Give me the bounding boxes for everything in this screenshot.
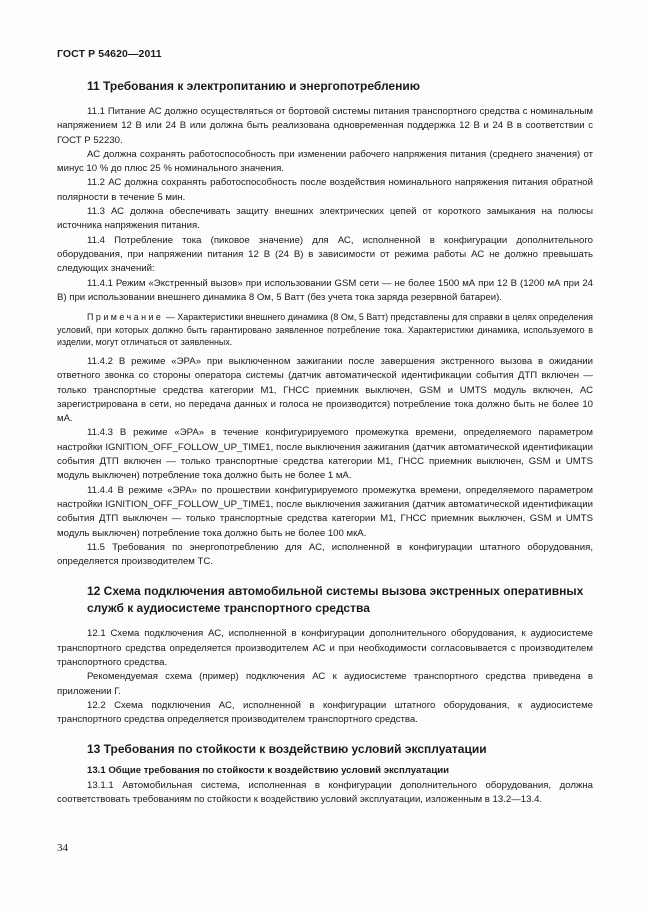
section-13-title: 13 Требования по стойкости к воздействию условий эксплуатации: [87, 742, 487, 757]
paragraph-11-4: 11.4 Потребление тока (пиковое значение) для АС, исполненной в конфигурации дополнительного оборудования, при напряжении питания 12 В (24 В) в зависимости от режима работы АС не должно превышать следующих значений:: [57, 234, 593, 275]
paragraph-11-4-2: 11.4.2 В режиме «ЭРА» при выключенном зажигании после завершения экстренного вызова в ожидании ответного звонка со стороны оператора системы (датчик автоматической идентификации события ДТП включен — только транспортные средства категории М1, ГНСС приемник выключен, GSM и UMTS модуль включен, АС зарегистрирована в сети, но передача данных и голоса не производится) потребление тока должно быть не более 10 мА.: [57, 355, 593, 425]
note-paragraph: [57, 311, 593, 349]
subsection-13-1-title: 13.1 Общие требования по стойкости к воздействию условий эксплуатации: [87, 765, 450, 777]
paragraph-11-4-4: 11.4.4 В режиме «ЭРА» по прошествии конфигурируемого промежутка времени, определяемого параметром настройки IGNITION_OFF_FOLLOW_UP_TIME1, после выключения зажигания (датчик автоматической идентификации события ДТП выключен — только транспортные средства категории М1, ГНСС приемник выключен, GSM и UMTS модуль выключен) потребление тока должно быть не более 100 мкА.: [57, 484, 593, 539]
page-content: [57, 78, 593, 807]
paragraph-12-1: 12.1 Схема подключения АС, исполненной в конфигурации дополнительного оборудования, к аудиосистеме транспортного средства определяется производителем АС и при необходимости согласовывается с производителем транспортного средства.: [57, 628, 593, 668]
page-number: 34: [57, 842, 68, 854]
paragraph-11-1: 11.1 Питание АС должно осуществляться от бортовой системы питания транспортного средства с номинальным напряжением 12 В или 24 В или должна быть реализована одновременная поддержка 12 В и 24 В в соответствии с ГОСТ Р 52230.: [57, 106, 593, 146]
section-11-title: 11 Требования к электропитанию и энергопотреблению: [87, 79, 420, 93]
standard-header: ГОСТ Р 54620—2011: [57, 48, 162, 60]
paragraph-11-5: 11.5 Требования по энергопотреблению для АС, исполненной в конфигурации штатного оборудования, определяется производителем ТС.: [57, 541, 593, 568]
note-text: — Характеристики внешнего динамика (8 Ом, 5 Ватт) представлены для справки в целях определения условий, при которых должно быть гарантировано заявленное потребление тока. Характеристики динамика, используемого в изделии, могут отличаться от заявленных.: [57, 312, 593, 348]
paragraph-11-3: 11.3 АС должна обеспечивать защиту внешних электрических цепей от короткого замыкания на полюсы источника напряжения питания.: [57, 206, 593, 232]
paragraph-12-2: 12.2 Схема подключения АС, исполненной в конфигурации штатного оборудования, к аудиосистеме транспортного средства определяется производителем транспортного средства.: [57, 699, 593, 726]
paragraph-11-4-1: 11.4.1 Режим «Экстренный вызов» при использовании GSM сети — не более 1500 мА при 12 В (1200 мА при 24 В) при использовании внешнего динамика 8 Ом, 5 Ватт (без учета тока заряда резервной батареи).: [57, 277, 593, 303]
note-label: Примечание: [87, 312, 164, 323]
paragraph-13-1-1: 13.1.1 Автомобильная система, исполненная в конфигурации дополнительного оборудования, должна соответствовать требованиям по стойкости к воздействию условий эксплуатации, изложенным в 13.2—13.4.: [57, 779, 593, 806]
paragraph-12-1-recommended: Рекомендуемая схема (пример) подключения АС к аудиосистеме транспортного средства приведена в приложении Г.: [57, 671, 593, 697]
paragraph-11-1-voltage: АС должна сохранять работоспособность при изменении рабочего напряжения питания (среднего значения) от минус 10 % до плюс 25 % номинального значения.: [57, 148, 593, 175]
paragraph-11-4-3: 11.4.3 В режиме «ЭРА» в течение конфигурируемого промежутка времени, определяемого параметром настройки IGNITION_OFF_FOLLOW_UP_TIME1, после выключения зажигания (датчик автоматической идентификации события ДТП включен — только транспортные средства категории М1, ГНСС приемник выключен, GSM и UMTS модуль выключен) потребление тока должно быть не более 1 мА.: [57, 427, 593, 482]
paragraph-11-2: 11.2 АС должна сохранять работоспособность после воздействия номинального напряжения питания обратной полярности в течение 5 мин.: [57, 177, 593, 203]
section-12-title: 12 Схема подключения автомобильной системы вызова экстренных оперативных служб к аудиосистеме транспортного средства: [87, 584, 584, 616]
